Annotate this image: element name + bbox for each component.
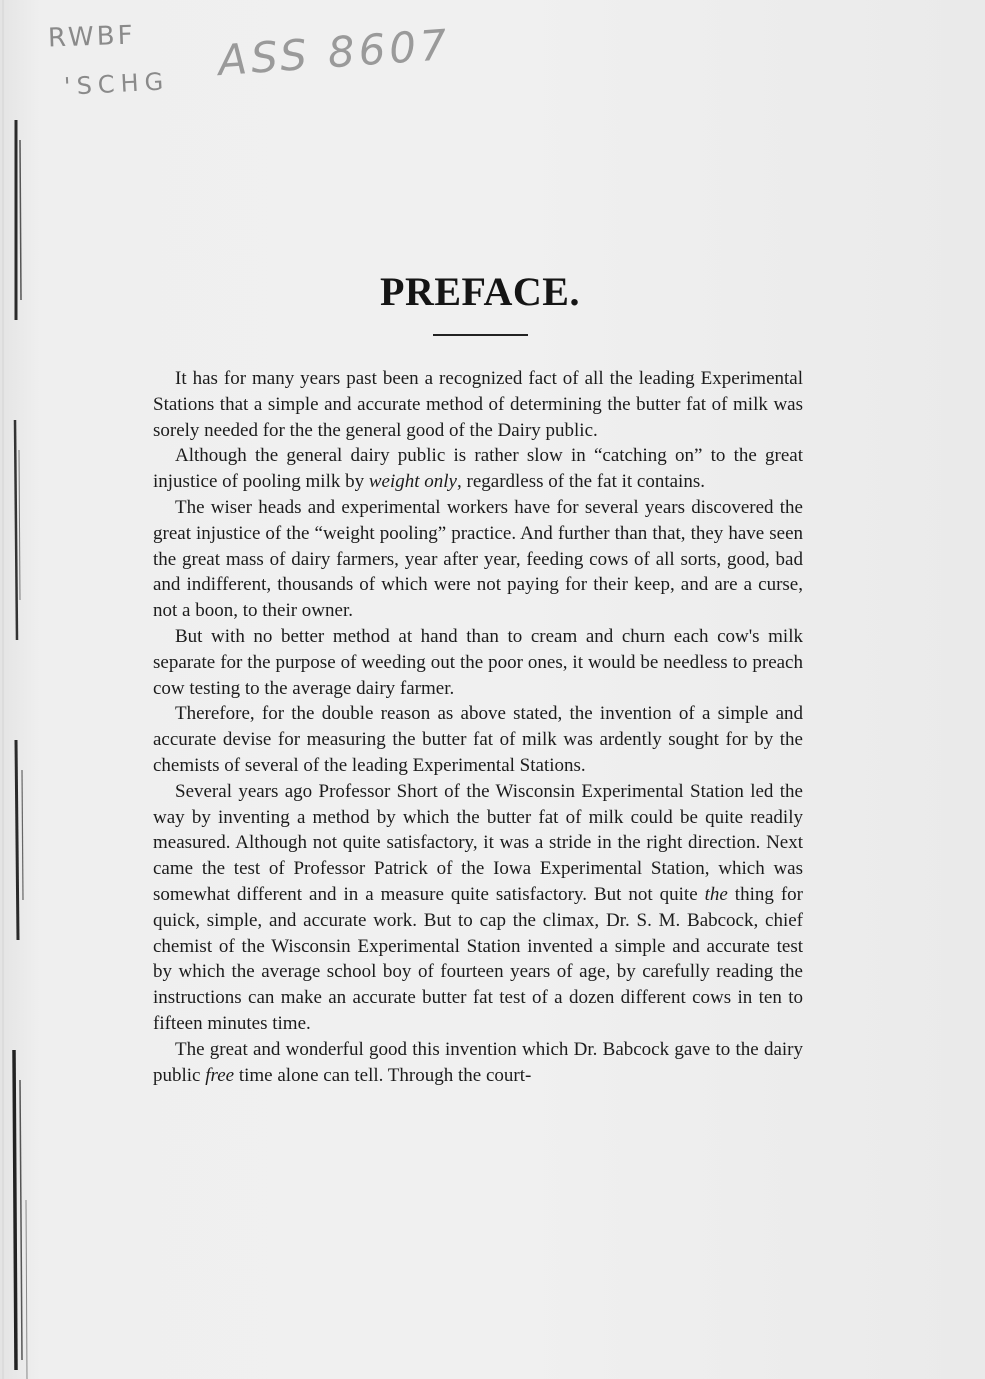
paragraph-text: time alone can tell. Through the court- (234, 1064, 532, 1086)
binding-edge (0, 0, 44, 1379)
paragraph: The wiser heads and experimental workers have for several years discovered the great injustice of the “weight pooling” practice. And further than that, they have seen the great mass of dairy farmers, year after year, feeding cows of all sorts, good, bad and indifferent, thousands of which were not paying for their keep, and are a curse, not a boon, to their owner. (153, 496, 803, 622)
shelfmark-line-1: RWBF (47, 20, 137, 54)
paragraph: Therefore, for the double reason as above stated, the invention of a simple and accurate devise for measuring the butter fat of milk was ardently sought for by the chemists of several of the leading Experimental Stations. (153, 703, 803, 776)
paragraph-emphasis: the (704, 883, 728, 905)
title-rule-divider (433, 334, 528, 336)
paragraph (153, 1037, 803, 1089)
page-title: PREFACE. (380, 269, 580, 314)
shelfmark-line-2: 'SCHG (63, 67, 170, 101)
paragraph: But with no better method at hand than to cream and churn each cow's milk separate for the purpose of weeding out the poor ones, it would be needless to preach cow testing to the average dairy farmer. (153, 625, 803, 699)
paragraph-emphasis: free (205, 1064, 235, 1086)
paragraph-text: Several years ago Professor Short of the Wisconsin Experimental Station led the way by inventing a method by which the butter fat of milk could be quite readily measured. Although not quite satisfactory, it was a stride in the right direction. Next came the test of Professor Patrick of the Iowa Experimental Station, which was somewhat different and in a measure quite satisfactory. But not quite (153, 780, 803, 905)
paragraph-text: , regardless of the fat it contains. (457, 471, 705, 493)
paragraph-emphasis: weight only (368, 471, 457, 493)
paragraph-text: The great and wonderful good this invention which Dr. Babcock gave to the dairy public (153, 1038, 803, 1086)
paragraph (153, 779, 803, 1037)
paragraph-text: thing for quick, simple, and accurate work. But to cap the climax, Dr. S. M. Babcock, chief chemist of the Wisconsin Experimental Station invented a simple and accurate test by which the average school boy of fourteen years of age, by carefully reading the instructions can make an accurate butter fat test of a dozen different cows in ten to fifteen minutes time. (153, 883, 803, 1034)
preface-body (153, 366, 803, 1088)
paragraph (153, 443, 803, 495)
shelfmark-catalog-number: ASS 8607 (216, 19, 453, 86)
paragraph-text: Although the general dairy public is rather slow in “catching on” to the great injustice of pooling milk by (153, 445, 803, 493)
paragraph: It has for many years past been a recognized fact of all the leading Experimental Stations that a simple and accurate method of determining the butter fat of milk was sorely needed for the the general good of the Dairy public. (153, 368, 803, 441)
